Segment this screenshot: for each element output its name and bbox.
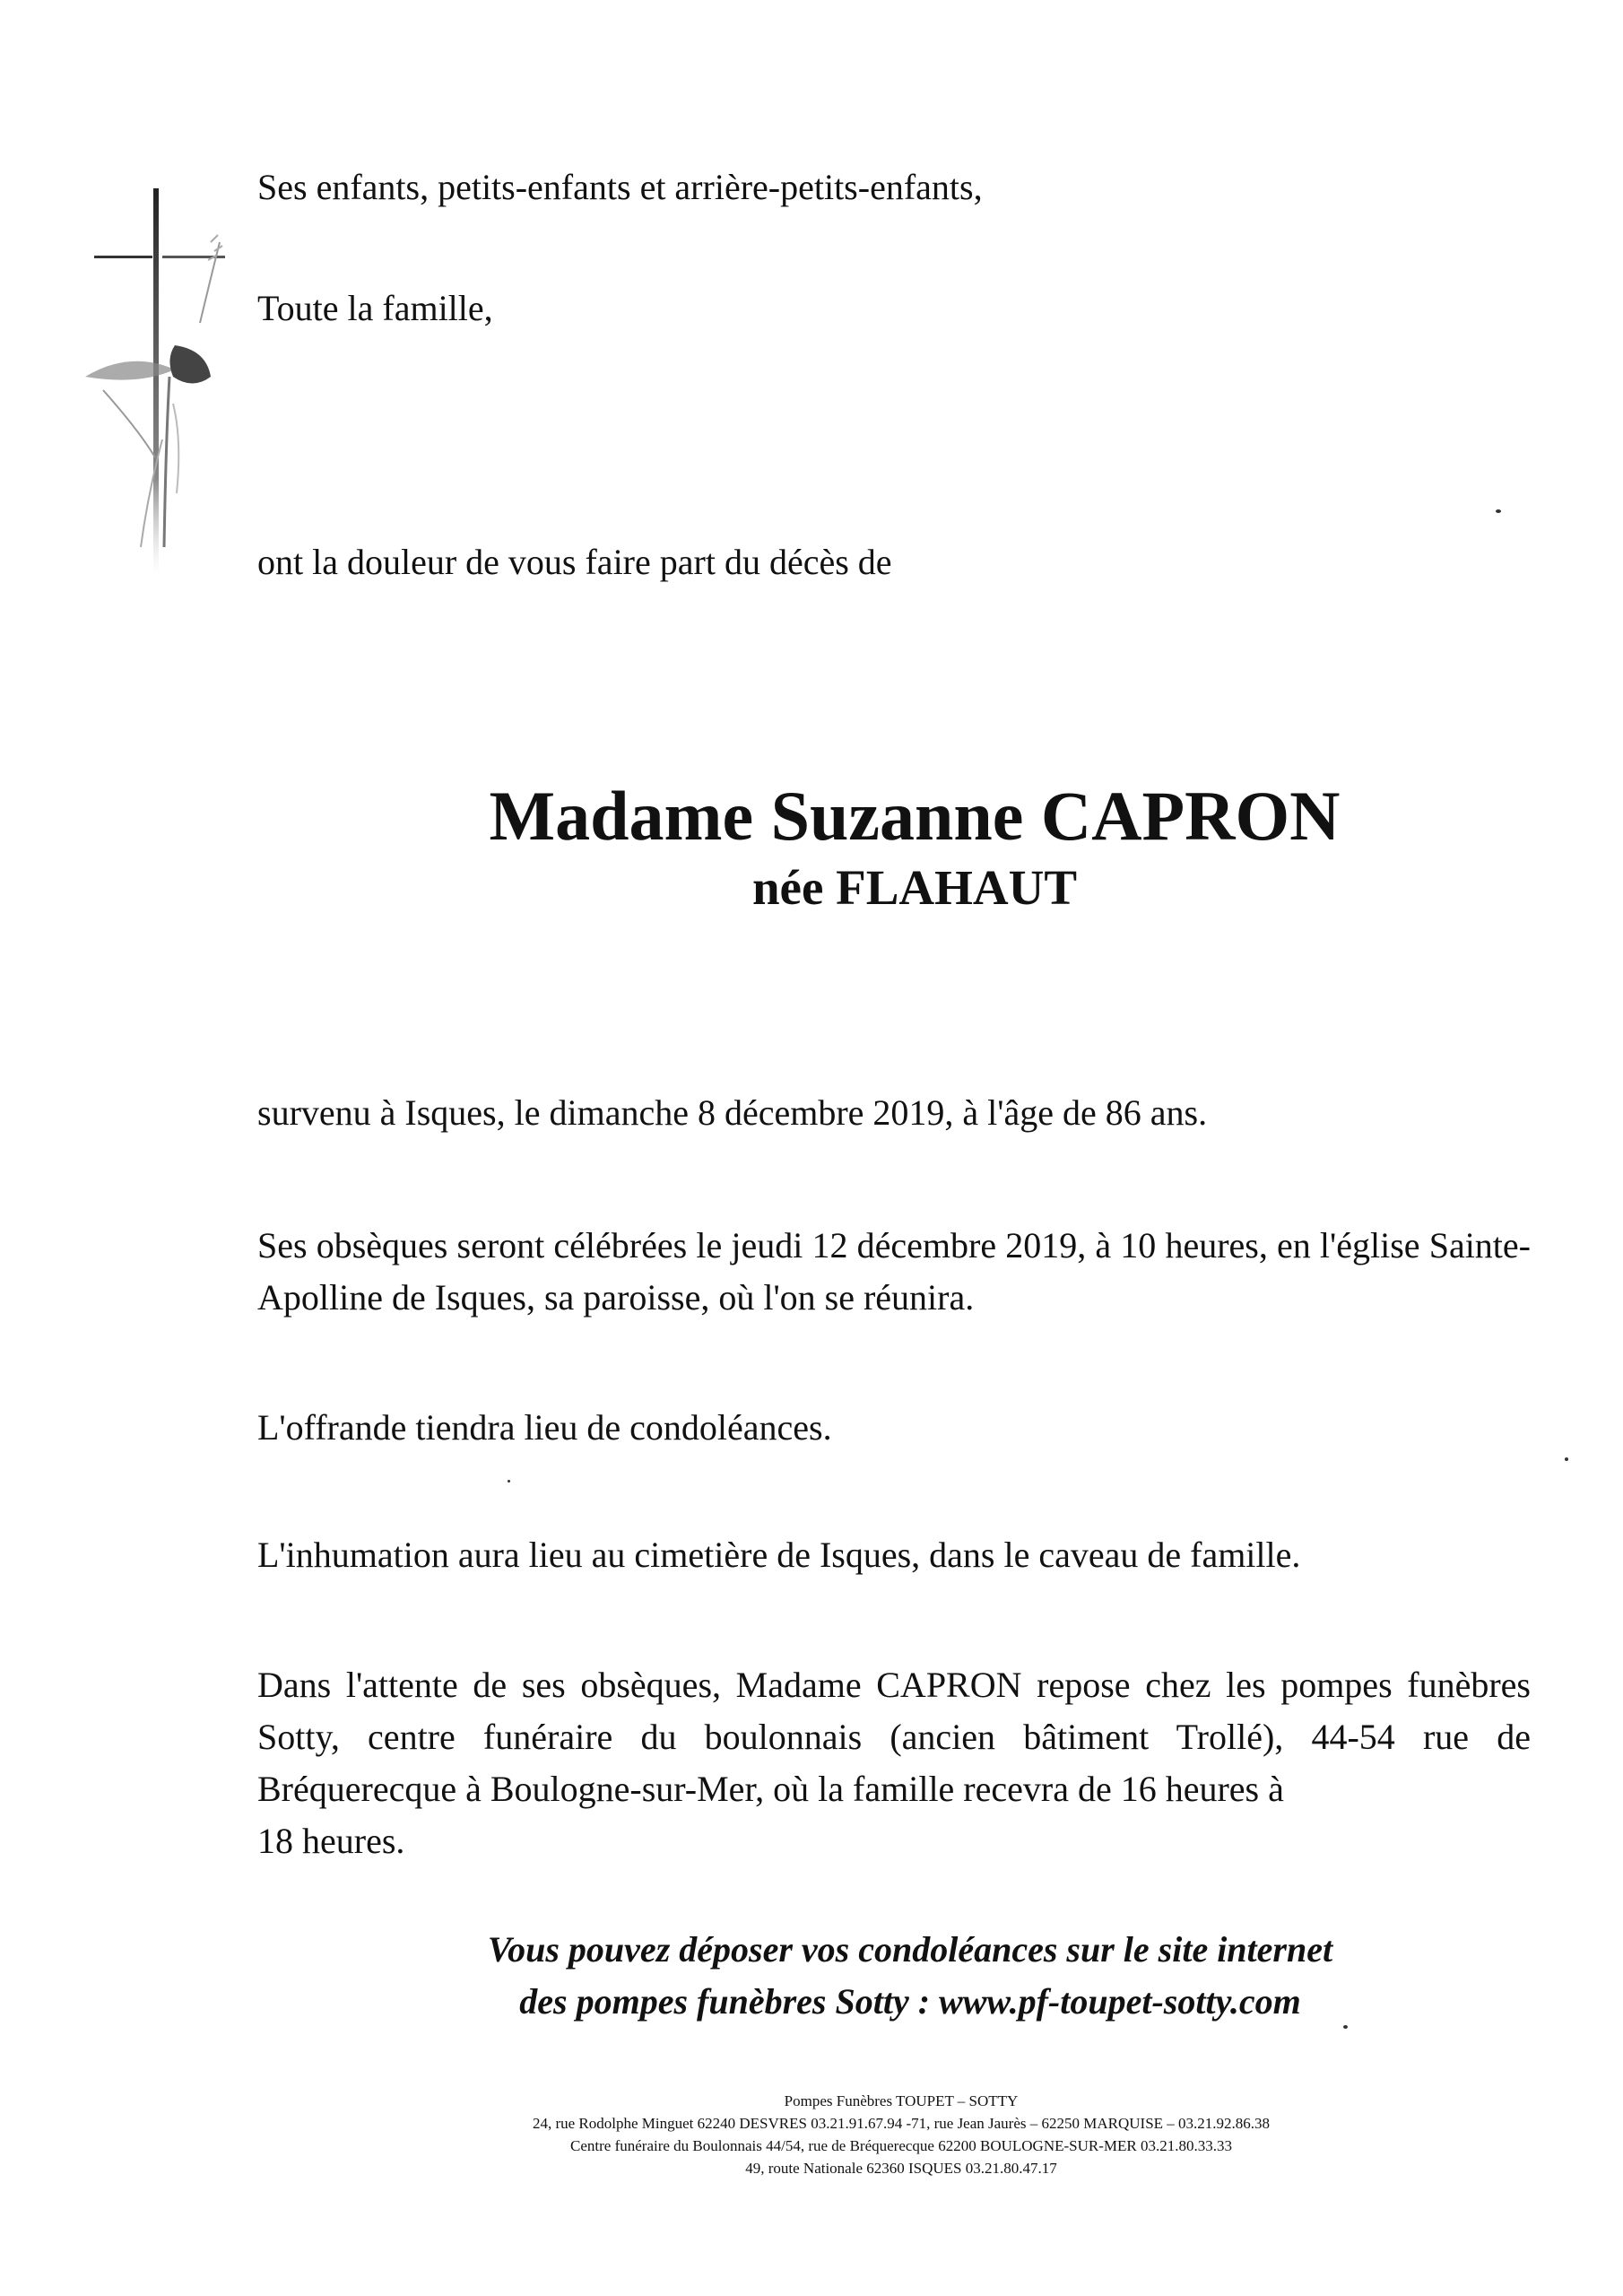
rest-details: Dans l'attente de ses obsèques, Madame CAPRON repose chez les pompes funèbres Sotty, centre funéraire du boulonnais (ancien bâtiment Trollé), 44-54 rue de Bréquerecque à Boulogne-sur-Mer, où la famille recevra de 16 heures à [257, 1665, 1531, 1809]
funeral-details: Ses obsèques seront célébrées le jeudi 12 décembre 2019, à 10 heures, en l'église Sainte-Apolline de Isques, sa paroisse, où l'on se réunira. [257, 1225, 1531, 1318]
intro-line-announcement: ont la douleur de vous faire part du décès de [257, 542, 892, 582]
offering-note: L'offrande tiendra lieu de condoléances. [257, 1407, 832, 1448]
cross-lily-icon [76, 170, 247, 691]
funeral-home-footer [0, 2090, 1623, 2179]
intro-line-children: Ses enfants, petits-enfants et arrière-petits-enfants, [257, 167, 983, 207]
deceased-name: Madame Suzanne CAPRON [489, 777, 1341, 855]
condolences-line-1: Vous pouvez déposer vos condoléances sur le site internet [487, 1929, 1333, 1970]
condolences-line-2: des pompes funèbres Sotty : www.pf-toupet-sotty.com [519, 1981, 1301, 2022]
scan-speck [1496, 509, 1501, 513]
burial-details: L'inhumation aura lieu au cimetière de Isques, dans le caveau de famille. [257, 1535, 1301, 1575]
scan-speck [508, 1480, 510, 1483]
intro-line-family: Toute la famille, [257, 288, 493, 328]
footer-address-boulogne: Centre funéraire du Boulonnais 44/54, rue de Bréquerecque 62200 BOULOGNE-SUR-MER 03.21.80.33.33 [570, 2137, 1232, 2154]
condolences-notice [0, 1924, 1623, 2028]
death-details: survenu à Isques, le dimanche 8 décembre 2019, à l'âge de 86 ans. [257, 1092, 1208, 1133]
deceased-maiden-name: née FLAHAUT [751, 860, 1078, 915]
scan-speck [1565, 1457, 1568, 1461]
footer-company: Pompes Funèbres TOUPET – SOTTY [784, 2092, 1019, 2109]
rest-details-end: 18 heures. [257, 1821, 405, 1861]
scan-speck [1343, 2025, 1348, 2029]
footer-address-isques: 49, route Nationale 62360 ISQUES 03.21.80.47.17 [745, 2160, 1057, 2177]
footer-address-desvres: 24, rue Rodolphe Minguet 62240 DESVRES 03.21.91.67.94 -71, rue Jean Jaurès – 62250 MARQUISE – 03.21.92.86.38 [532, 2115, 1271, 2132]
